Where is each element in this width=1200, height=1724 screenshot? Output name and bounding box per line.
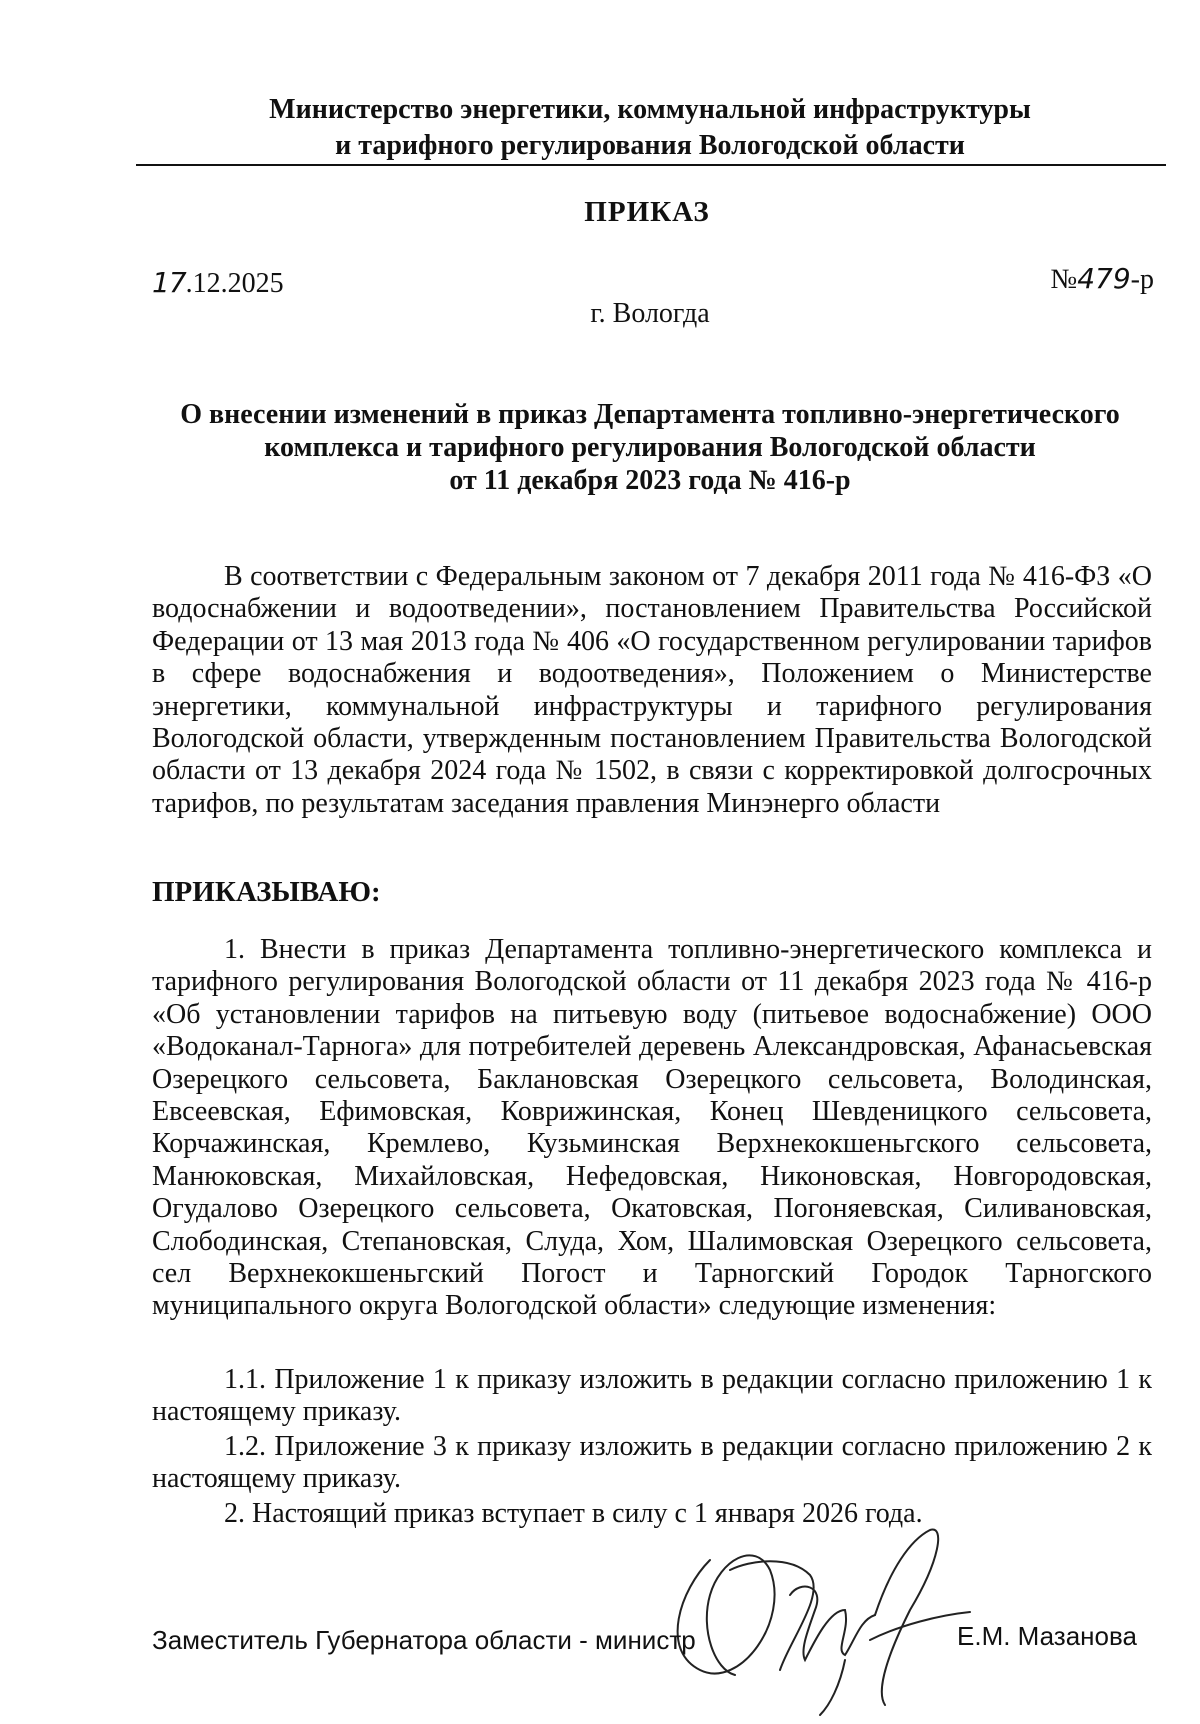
signatory-title: Заместитель Губернатора области - министр bbox=[152, 1625, 696, 1655]
number-prefix: № bbox=[1050, 264, 1078, 295]
subject-line3: от 11 декабря 2023 года № 416-р bbox=[449, 465, 851, 496]
subject-line2: комплекса и тарифного регулирования Вологодской области bbox=[264, 432, 1036, 463]
order-title: ПРИКАЗ bbox=[584, 196, 710, 228]
signatory-name: Е.М. Мазанова bbox=[957, 1621, 1137, 1651]
number-handwritten: 479 bbox=[1077, 262, 1131, 295]
ministry-name-line2: и тарифного регулирования Вологодской области bbox=[335, 130, 965, 161]
order-date bbox=[152, 266, 284, 300]
item-1-paragraph: 1. Внести в приказ Департамента топливно-энергетического комплекса и тарифного регулирования Вологодской области от 11 декабря 2023 года № 416-р «Об установлении тарифов на питьевую воду (питьевое водоснабжение) ООО «Водоканал-Тарнога» для потребителей деревень Александровская, Афанасьевская Озерецкого сельсовета, Баклановская Озерецкого сельсовета, Володинская, Евсеевская, Ефимовская, Коврижинская, Конец Шевденицкого сельсовета, Корчажинская, Кремлево, Кузьминская Верхнекокшеньгского сельсовета, Манюковская, Михайловская, Нефедовская, Никоновская, Новгородовская, Огудалово Озерецкого сельсовета, Окатовская, Погоняевская, Силивановская, Слободинская, Степановская, Слуда, Хом, Шалимовская Озерецкого сельсовета, сел Верхнекокшеньгский Погост и Тарногский Городок Тарногского муниципального округа Вологодской области» следующие изменения: bbox=[152, 934, 1152, 1322]
handwritten-signature bbox=[640, 1500, 980, 1720]
header-divider bbox=[136, 164, 1166, 166]
order-directive-heading: ПРИКАЗЫВАЮ: bbox=[152, 876, 381, 908]
item-1-2-paragraph: 1.2. Приложение 3 к приказу изложить в редакции согласно приложению 2 к настоящему приказу. bbox=[152, 1431, 1152, 1495]
date-month-year: .12.2025 bbox=[185, 268, 284, 299]
ministry-header bbox=[130, 92, 1170, 164]
ministry-name-line1: Министерство энергетики, коммунальной инфраструктуры bbox=[269, 94, 1031, 125]
subject-line1: О внесении изменений в приказ Департамента топливно-энергетического bbox=[180, 399, 1120, 430]
item-1-1-paragraph: 1.1. Приложение 1 к приказу изложить в редакции согласно приложению 1 к настоящему приказу. bbox=[152, 1364, 1152, 1428]
order-city: г. Вологда bbox=[590, 298, 710, 329]
order-number bbox=[1051, 262, 1155, 296]
preamble-paragraph: В соответствии с Федеральным законом от 7 декабря 2011 года № 416-ФЗ «О водоснабжении и водоотведении», постановлением Правительства Российской Федерации от 13 мая 2013 года № 406 «О государственном регулировании тарифов в сфере водоснабжения и водоотведения», Положением о Министерстве энергетики, коммунальной инфраструктуры и тарифного регулирования Вологодской области, утвержденным постановлением Правительства Вологодской области от 13 декабря 2024 года № 1502, в связи с корректировкой долгосрочных тарифов, по результатам заседания правления Минэнерго области bbox=[152, 561, 1152, 819]
item-2-paragraph: 2. Настоящий приказ вступает в силу с 1 января 2026 года. bbox=[224, 1498, 923, 1529]
number-suffix: -р bbox=[1130, 264, 1154, 295]
date-handwritten-day: 17 bbox=[152, 266, 186, 299]
order-subject bbox=[140, 398, 1160, 497]
